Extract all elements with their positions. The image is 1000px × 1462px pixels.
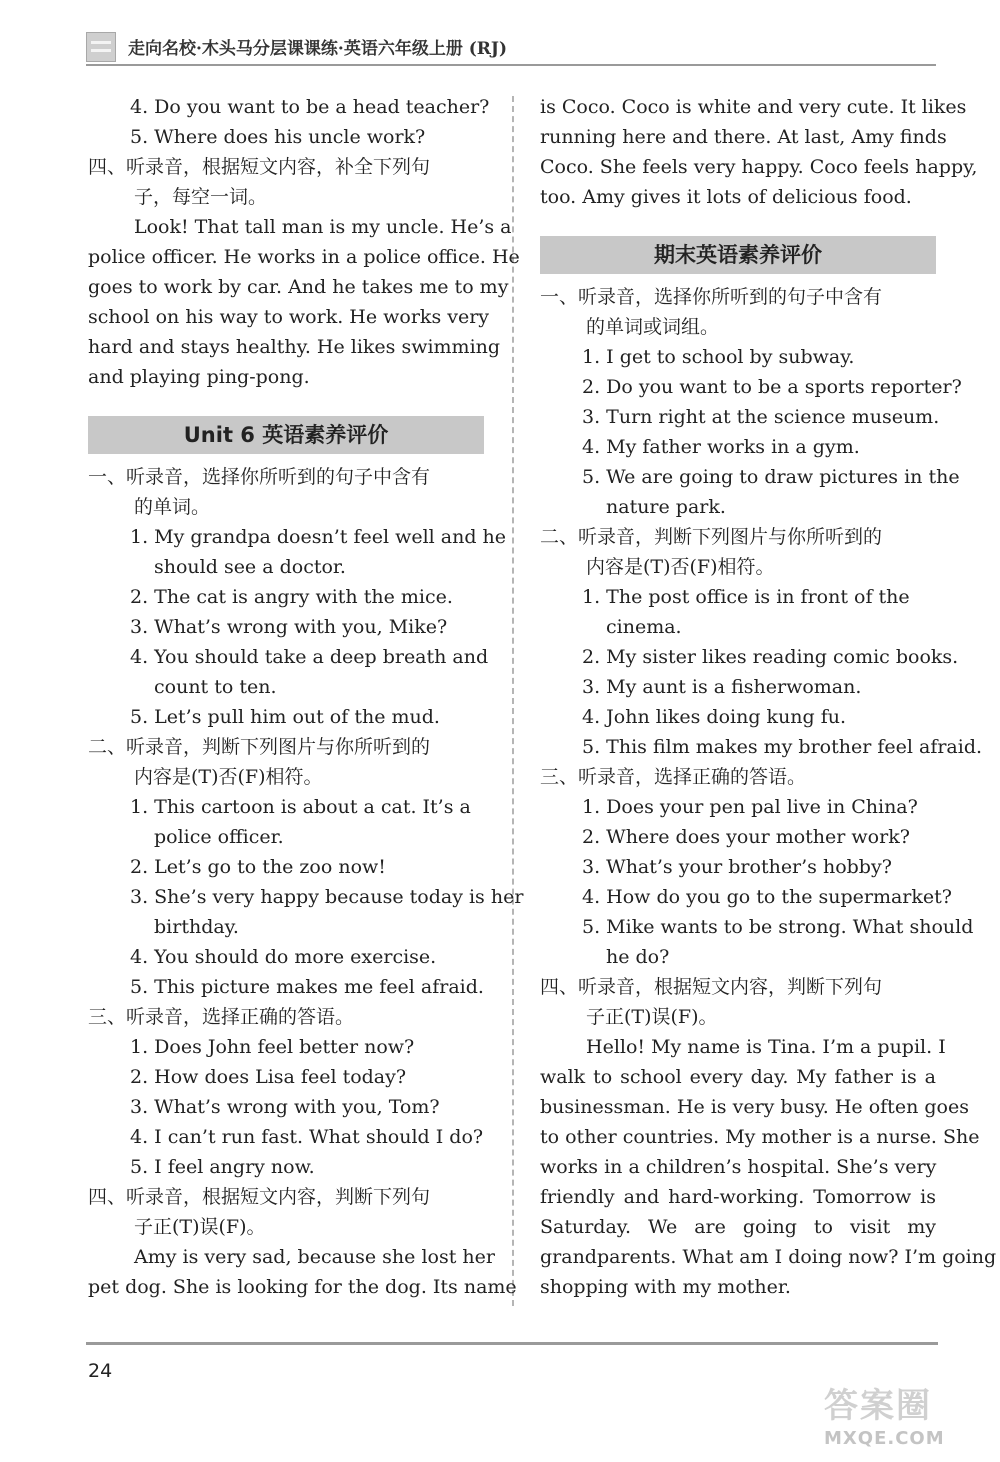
question-line: 3. She’s very happy because today is her [130,886,524,908]
question-line: cinema. [606,616,682,638]
section-heading-line: 一、听录音，选择你所听到的句子中含有 [88,466,431,488]
question-line: 3. What’s your brother’s hobby? [582,856,892,878]
question-line: 4. You should do more exercise. [130,946,437,968]
watermark-url: MXQE.COM [824,1428,945,1449]
question-line: 1. This cartoon is about a cat. It’s a [130,796,471,818]
section-banner-unit6: Unit 6 英语素养评价 [88,416,484,454]
question-line: should see a doctor. [154,556,346,578]
question-line: 5. Mike wants to be strong. What should [582,916,974,938]
passage-line: police officer. He works in a police office. He [88,246,520,268]
question-line: 5. Where does his uncle work? [130,126,426,148]
question-line: 2. Let’s go to the zoo now! [130,856,386,878]
question-line: 2. The cat is angry with the mice. [130,586,453,608]
passage-line: goes to work by car. And he takes me to my [88,276,509,298]
question-line: 5. This picture makes me feel afraid. [130,976,484,998]
question-line: count to ten. [154,676,277,698]
passage-line: running here and there. At last, Amy finds [540,126,947,148]
question-line: 4. How do you go to the supermarket? [582,886,952,908]
question-line: 2. How does Lisa feel today? [130,1066,407,1088]
watermark-logo [820,1378,990,1458]
passage-line: Coco. She feels very happy. Coco feels happy, [540,156,978,178]
watermark-text: 答案圈 [824,1386,932,1426]
question-line: 1. I get to school by subway. [582,346,855,368]
question-line: 1. Does your pen pal live in China? [582,796,918,818]
passage-line: Hello! My name is Tina. I’m a pupil. I [586,1036,946,1058]
question-line: 1. The post office is in front of the [582,586,910,608]
section-heading-line: 的单词。 [134,496,211,518]
right-top-block [540,92,978,212]
section-heading-line: 二、听录音，判断下列图片与你所听到的 [88,736,431,758]
question-line: 2. Where does your mother work? [582,826,910,848]
question-line: 1. My grandpa doesn’t feel well and he [130,526,507,548]
question-line: 2. My sister likes reading comic books. [582,646,959,668]
passage-line: hard and stays healthy. He likes swimming [88,336,501,358]
passage-line: Saturday. We are going to visit my [540,1216,936,1238]
left-bottom-block [88,462,524,1302]
section-heading-line: 内容是(T)否(F)相符。 [586,556,775,578]
passage-line: shopping with my mother. [540,1276,791,1298]
question-line: 5. I feel angry now. [130,1156,315,1178]
column-divider [512,96,514,1306]
left-top-block [88,92,520,392]
section-heading-line: 的单词或词组。 [586,316,720,338]
header-title: 走向名校·木头马分层课课练·英语六年级上册 (RJ) [128,39,508,59]
question-line: 4. I can’t run fast. What should I do? [130,1126,484,1148]
question-line: birthday. [154,916,239,938]
question-line: 3. My aunt is a fisherwoman. [582,676,862,698]
page-header [86,28,936,66]
question-line: police officer. [154,826,284,848]
question-line: 5. This film makes my brother feel afraid. [582,736,983,758]
passage-line: too. Amy gives it lots of delicious food. [540,186,912,208]
passage-line: is Coco. Coco is white and very cute. It likes [540,96,967,118]
passage-line: Look! That tall man is my uncle. He’s a [134,216,512,238]
right-column [540,92,997,1302]
passage-line: businessman. He is very busy. He often goes [540,1096,969,1118]
section-heading-line: 子正(T)误(F)。 [134,1216,266,1238]
section-heading-line: 三、听录音，选择正确的答语。 [540,766,807,788]
question-line: 3. What’s wrong with you, Tom? [130,1096,440,1118]
section-heading-line: 子正(T)误(F)。 [586,1006,718,1028]
section-heading-line: 内容是(T)否(F)相符。 [134,766,323,788]
book-icon [86,32,116,62]
header-rule [86,64,936,66]
question-line: 1. Does John feel better now? [130,1036,415,1058]
left-column [88,92,524,1302]
section-heading-line: 一、听录音，选择你所听到的句子中含有 [540,286,883,308]
section-banner-final: 期末英语素养评价 [540,236,936,274]
section-heading-line: 二、听录音，判断下列图片与你所听到的 [540,526,883,548]
question-line: 5. We are going to draw pictures in the [582,466,960,488]
passage-line: grandparents. What am I doing now? I’m going [540,1246,997,1268]
question-line: 2. Do you want to be a sports reporter? [582,376,962,398]
section-heading-line: 四、听录音，根据短文内容，判断下列句 [88,1186,431,1208]
section-heading-line: 子，每空一词。 [134,186,268,208]
question-line: 3. What’s wrong with you, Mike? [130,616,448,638]
section-heading-line: 四、听录音，根据短文内容，补全下列句 [88,156,431,178]
passage-line: school on his way to work. He works very [88,306,490,328]
question-line: 4. You should take a deep breath and [130,646,489,668]
page-number: 24 [88,1360,113,1382]
question-line: nature park. [606,496,726,518]
passage-line: walk to school every day. My father is a [540,1066,936,1088]
passage-line: pet dog. She is looking for the dog. Its name [88,1276,517,1298]
question-line: 5. Let’s pull him out of the mud. [130,706,440,728]
question-line: he do? [606,946,670,968]
passage-line: to other countries. My mother is a nurse. She [540,1126,980,1148]
passage-line: Amy is very sad, because she lost her [134,1246,495,1268]
passage-line: friendly and hard-working. Tomorrow is [540,1186,936,1208]
section-heading-line: 四、听录音，根据短文内容，判断下列句 [540,976,883,998]
passage-line: and playing ping-pong. [88,366,310,388]
section-heading-line: 三、听录音，选择正确的答语。 [88,1006,355,1028]
question-line: 3. Turn right at the science museum. [582,406,940,428]
question-line: 4. Do you want to be a head teacher? [130,96,490,118]
passage-line: works in a children’s hospital. She’s very [540,1156,937,1178]
right-bottom-block [540,282,997,1302]
footer-rule [86,1342,938,1345]
question-line: 4. My father works in a gym. [582,436,860,458]
question-line: 4. John likes doing kung fu. [582,706,847,728]
